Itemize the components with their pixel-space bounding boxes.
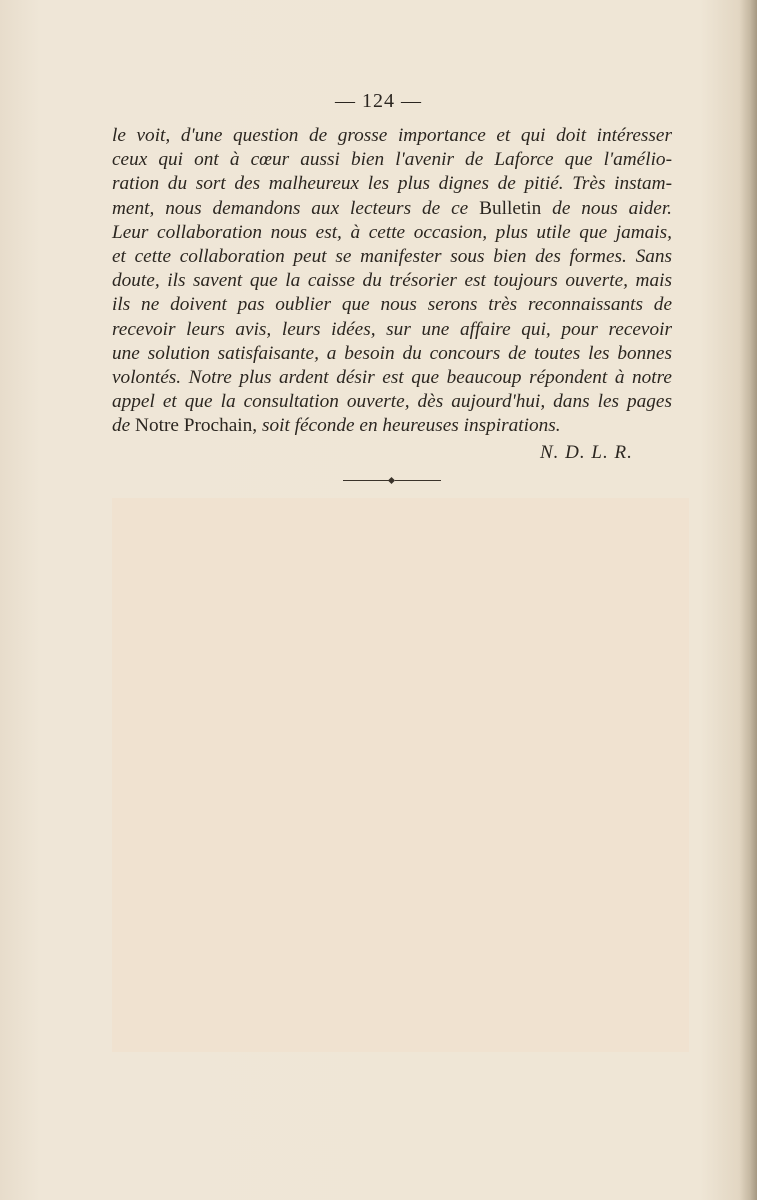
section-divider-ornament xyxy=(343,478,441,484)
text-segment: ment, nous demandons aux lecteurs de ce xyxy=(112,197,480,219)
text-line xyxy=(112,148,672,172)
text-line xyxy=(112,124,672,148)
text-segment: et cette collaboration peut se manifester sous bien des formes. Sans xyxy=(112,246,672,268)
text-segment: ration du sort des malheureux les plus dignes de pitié. Très instam- xyxy=(112,173,672,195)
title-reference: Bulletin xyxy=(479,197,542,219)
text-segment: doute, ils savent que la caisse du trésorier est toujours ouverte, mais xyxy=(112,270,672,292)
text-segment: ils ne doivent pas oublier que nous serons très reconnaissants de xyxy=(112,294,672,316)
page-number: — 124 — xyxy=(335,90,422,112)
text-segment: soit féconde en heureuses inspirations. xyxy=(257,415,561,437)
text-line xyxy=(112,414,672,438)
text-segment: recevoir leurs avis, leurs idées, sur une affaire qui, pour recevoir xyxy=(112,318,672,340)
body-paragraph xyxy=(112,124,672,439)
text-line xyxy=(112,269,672,293)
text-segment: appel et que la consultation ouverte, dès aujourd'hui, dans les pages xyxy=(112,391,672,413)
text-segment: le voit, d'une question de grosse importance et qui doit intéresser xyxy=(112,125,672,146)
text-line xyxy=(112,197,672,221)
text-segment: Leur collaboration nous est, à cette occasion, plus utile que jamais, xyxy=(112,221,672,243)
divider-diamond xyxy=(388,477,395,484)
divider-rule-right xyxy=(395,480,441,481)
page-edge-shadow xyxy=(739,0,757,1200)
text-segment: de nous aider. xyxy=(541,197,672,219)
text-line xyxy=(112,172,672,196)
text-segment: une solution satisfaisante, a besoin du concours de toutes les bonnes xyxy=(112,342,672,364)
signature: N. D. L. R. xyxy=(540,442,633,463)
text-line xyxy=(112,318,672,342)
text-line xyxy=(112,366,672,390)
text-line xyxy=(112,293,672,317)
text-segment: ceux qui ont à cœur aussi bien l'avenir de Laforce que l'amélio- xyxy=(112,149,672,171)
text-line xyxy=(112,342,672,366)
title-reference: Notre Prochain, xyxy=(135,415,258,437)
divider-rule-left xyxy=(343,480,389,481)
blank-area xyxy=(112,498,689,1052)
text-line xyxy=(112,221,672,245)
text-line xyxy=(112,245,672,269)
text-segment: volontés. Notre plus ardent désir est que beaucoup répondent à notre xyxy=(112,367,672,389)
text-line xyxy=(112,390,672,414)
text-segment: de xyxy=(112,415,136,437)
